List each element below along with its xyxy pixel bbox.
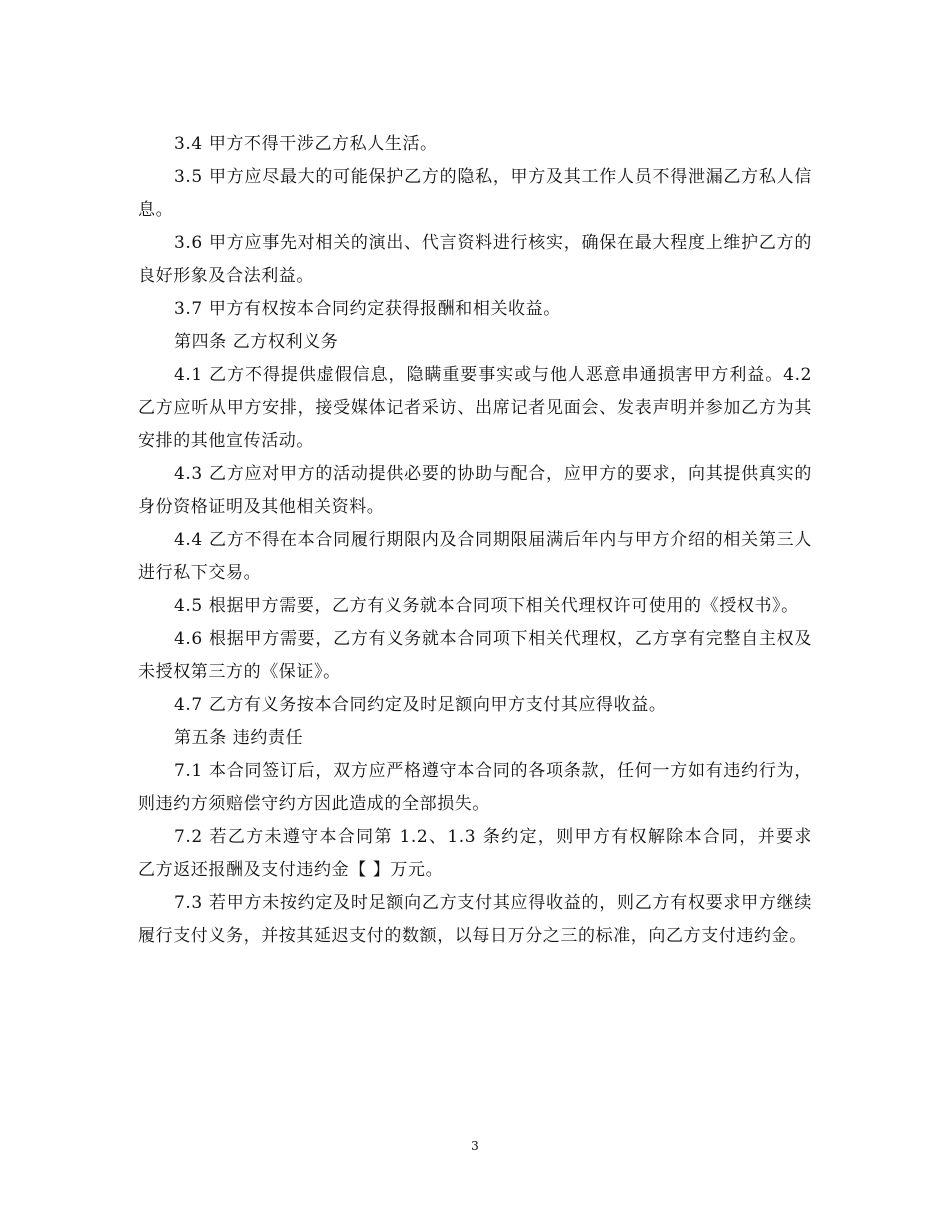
- document-body: [138, 128, 812, 953]
- clause-4-4: 4.4 乙方不得在本合同履行期限内及合同期限届满后年内与甲方介绍的相关第三人进行私下交易。: [138, 530, 812, 583]
- clause-7-1: 7.1 本合同签订后，双方应严格遵守本合同的各项条款，任何一方如有违约行为，则违约方须赔偿守约方因此造成的全部损失。: [138, 761, 812, 814]
- clause-3-5: 3.5 甲方应尽最大的可能保护乙方的隐私，甲方及其工作人员不得泄漏乙方私人信息。: [138, 167, 812, 220]
- clause-3-4: 3.4 甲方不得干涉乙方私人生活。: [174, 134, 438, 154]
- clause-3-7: 3.7 甲方有权按本合同约定获得报酬和相关收益。: [174, 299, 561, 319]
- clause-7-2: 7.2 若乙方未遵守本合同第 1.2、1.3 条约定，则甲方有权解除本合同，并要求 乙方返还报酬及支付违约金【 】万元。: [138, 827, 812, 880]
- clause-7-3: 7.3 若甲方未按约定及时足额向乙方支付其应得收益的，则乙方有权要求甲方继续履行支付义务，并按其延迟支付的数额，以每日万分之三的标准，向乙方支付违约金。: [138, 893, 812, 946]
- clause-4-7: 4.7 乙方有义务按本合同约定及时足额向甲方支付其应得收益。: [174, 695, 667, 715]
- page-number: 3: [471, 1139, 479, 1153]
- clause-4-6: 4.6 根据甲方需要，乙方有义务就本合同项下相关代理权，乙方享有完整自主权及未授权第三方的《保证》。: [138, 629, 812, 682]
- clause-4-3: 4.3 乙方应对甲方的活动提供必要的协助与配合，应甲方的要求，向其提供真实的身份资格证明及其他相关资料。: [138, 464, 812, 517]
- clause-3-6: 3.6 甲方应事先对相关的演出、代言资料进行核实，确保在最大程度上维护乙方的良好形象及合法利益。: [138, 233, 812, 286]
- section-heading-5: 第五条 违约责任: [174, 728, 304, 748]
- clause-4-5: 4.5 根据甲方需要，乙方有义务就本合同项下相关代理权许可使用的《授权书》。: [174, 596, 799, 616]
- section-heading-4: 第四条 乙方权利义务: [174, 332, 339, 352]
- clause-4-1-4-2: 4.1 乙方不得提供虚假信息，隐瞒重要事实或与他人恶意串通损害甲方利益。4.2 乙方应听从甲方安排，接受媒体记者采访、出席记者见面会、发表声明并参加乙方为其安排的其他宣传活动。: [138, 365, 812, 451]
